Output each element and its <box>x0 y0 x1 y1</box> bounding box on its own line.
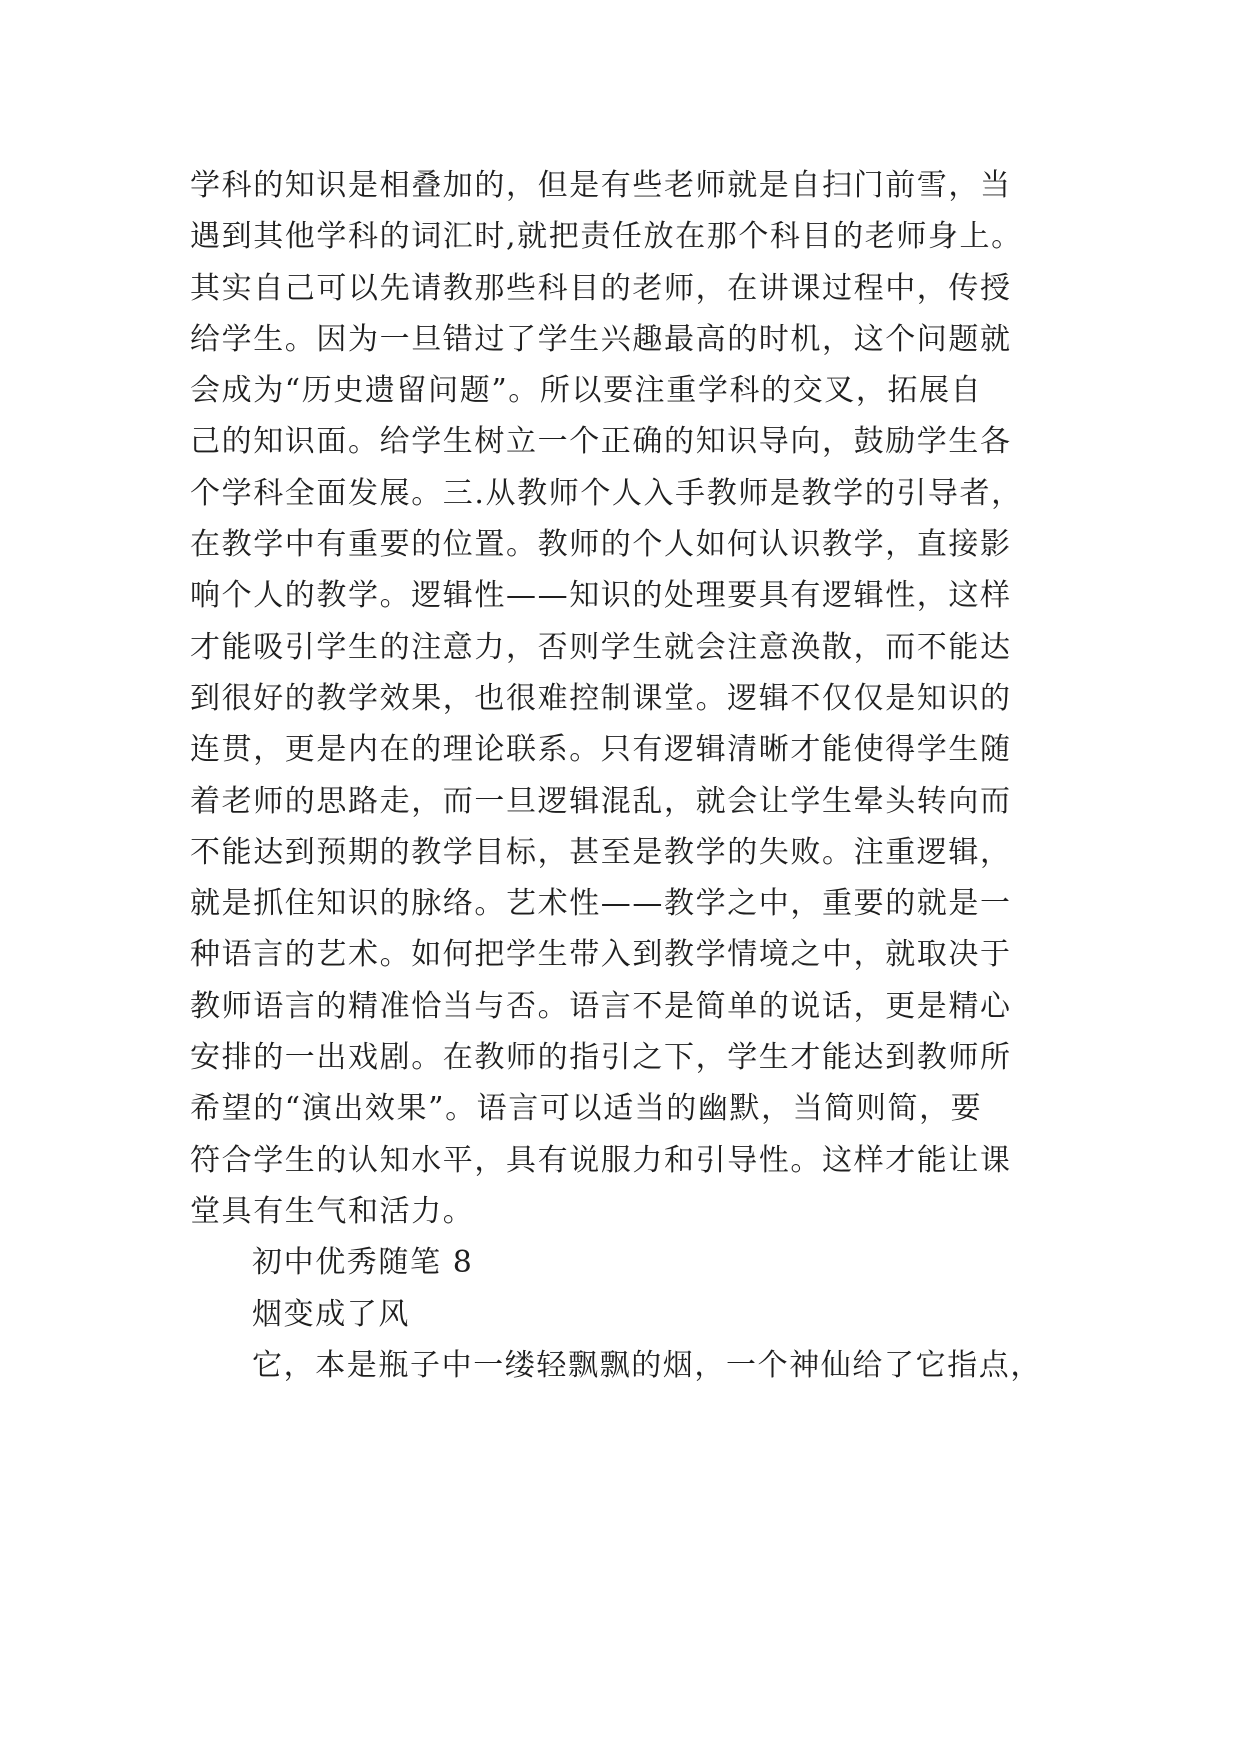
text-line: 己的知识面。给学生树立一个正确的知识导向，鼓励学生各 <box>190 424 1012 460</box>
text-line: 教师语言的精准恰当与否。语言不是简单的说话，更是精心 <box>190 988 1012 1024</box>
text-line: 安排的一出戏剧。在教师的指引之下，学生才能达到教师所 <box>190 1040 1012 1076</box>
text-line: 符合学生的认知水平，具有说服力和引导性。这样才能让课 <box>190 1142 1012 1178</box>
text-line: 到很好的教学效果，也很难控制课堂。逻辑不仅仅是知识的 <box>190 680 1012 716</box>
document-text <box>190 160 1190 1391</box>
text-line: 种语言的艺术。如何把学生带入到教学情境之中，就取决于 <box>190 937 1012 973</box>
text-line: 会成为“历史遗留问题”。所以要注重学科的交叉，拓展自 <box>190 373 983 409</box>
essay-first-line: 它，本是瓶子中一缕轻飘飘的烟，一个神仙给了它指点， <box>252 1347 1042 1383</box>
text-line: 才能吸引学生的注意力，否则学生就会注意涣散，而不能达 <box>190 629 1012 665</box>
text-line: 遇到其他学科的词汇时,就把责任放在那个科目的老师身上。 <box>190 219 1023 255</box>
text-line: 连贯，更是内在的理论联系。只有逻辑清晰才能使得学生随 <box>190 732 1012 768</box>
text-line: 着老师的思路走，而一旦逻辑混乱，就会让学生晕头转向而 <box>190 783 1012 819</box>
text-line: 不能达到预期的教学目标，甚至是教学的失败。注重逻辑， <box>190 834 1012 870</box>
text-line: 响个人的教学。逻辑性——知识的处理要具有逻辑性，这样 <box>190 578 1012 614</box>
text-line: 其实自己可以先请教那些科目的老师，在讲课过程中，传授 <box>190 270 1012 306</box>
text-line: 堂具有生气和活力。 <box>190 1193 475 1229</box>
text-line: 给学生。因为一旦错过了学生兴趣最高的时机，这个问题就 <box>190 321 1012 357</box>
section-heading: 初中优秀随笔 8 <box>252 1245 474 1281</box>
text-line: 希望的“演出效果”。语言可以适当的幽默，当简则简，要 <box>190 1091 983 1127</box>
text-line: 在教学中有重要的位置。教师的个人如何认识教学，直接影 <box>190 527 1012 563</box>
essay-title: 烟变成了风 <box>252 1296 410 1332</box>
text-line: 个学科全面发展。三.从教师个人入手教师是教学的引导者， <box>190 475 1023 511</box>
text-line: 就是抓住知识的脉络。艺术性——教学之中，重要的就是一 <box>190 886 1012 922</box>
text-line: 学科的知识是相叠加的，但是有些老师就是自扫门前雪，当 <box>190 168 1012 203</box>
